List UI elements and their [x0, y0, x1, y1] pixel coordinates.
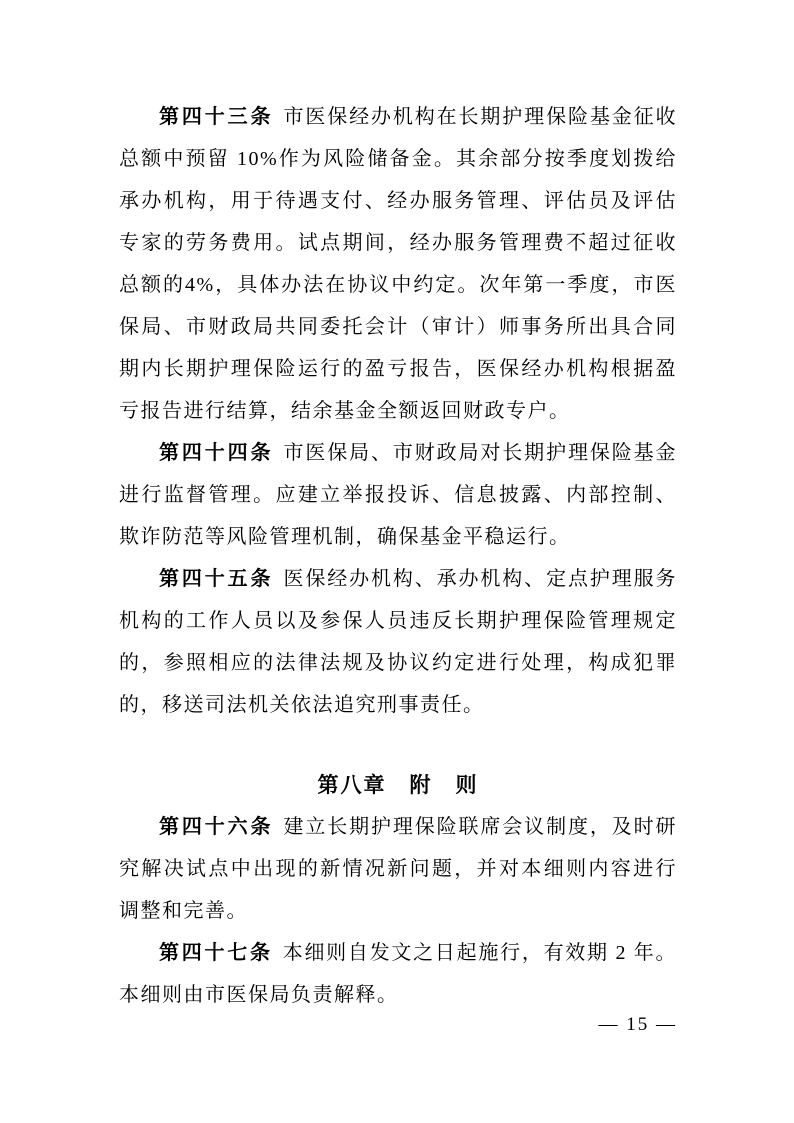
- paragraph-article-43: [119, 96, 677, 432]
- paragraph-article-47: [119, 932, 677, 1016]
- paragraph-article-46: [119, 806, 677, 932]
- page-number: — 15 —: [598, 1014, 677, 1035]
- article-44-number: 第四十四条: [159, 442, 274, 464]
- article-46-number: 第四十六条: [159, 816, 274, 838]
- article-43-number: 第四十三条: [159, 106, 274, 128]
- paragraph-article-45: [119, 558, 677, 726]
- article-44-text: 市医保局、市财政局对长期护理保险基金进行监督管理。应建立举报投诉、信息披露、内部控制、欺诈防范等风险管理机制，确保基金平稳运行。: [119, 442, 678, 548]
- article-45-number: 第四十五条: [159, 568, 274, 590]
- chapter-heading: 第八章 附 则: [317, 773, 479, 797]
- paragraph-article-44: [119, 432, 677, 558]
- article-45-text: 医保经办机构、承办机构、定点护理服务机构的工作人员以及参保人员违反长期护理保险管理规定的，参照相应的法律法规及协议约定进行处理，构成犯罪的，移送司法机关依法追究刑事责任。: [119, 568, 678, 716]
- article-47-text: 本细则自发文之日起施行，有效期 2 年。本细则由市医保局负责解释。: [119, 942, 678, 1006]
- article-46-text: 建立长期护理保险联席会议制度，及时研究解决试点中出现的新情况新问题，并对本细则内容进行调整和完善。: [119, 816, 678, 922]
- article-47-number: 第四十七条: [159, 942, 273, 964]
- document-content: [119, 96, 677, 1016]
- article-43-text: 市医保经办机构在长期护理保险基金征收总额中预留 10%作为风险储备金。其余部分按季度划拨给承办机构，用于待遇支付、经办服务管理、评估员及评估专家的劳务费用。试点期间，经办服务管理费不超过征收总额的4%，具体办法在协议中约定。次年第一季度，市医保局、市财政局共同委托会计（审计）师事务所出具合同期内长期护理保险运行的盈亏报告，医保经办机构根据盈亏报告进行结算，结余基金全额返回财政专户。: [119, 106, 678, 422]
